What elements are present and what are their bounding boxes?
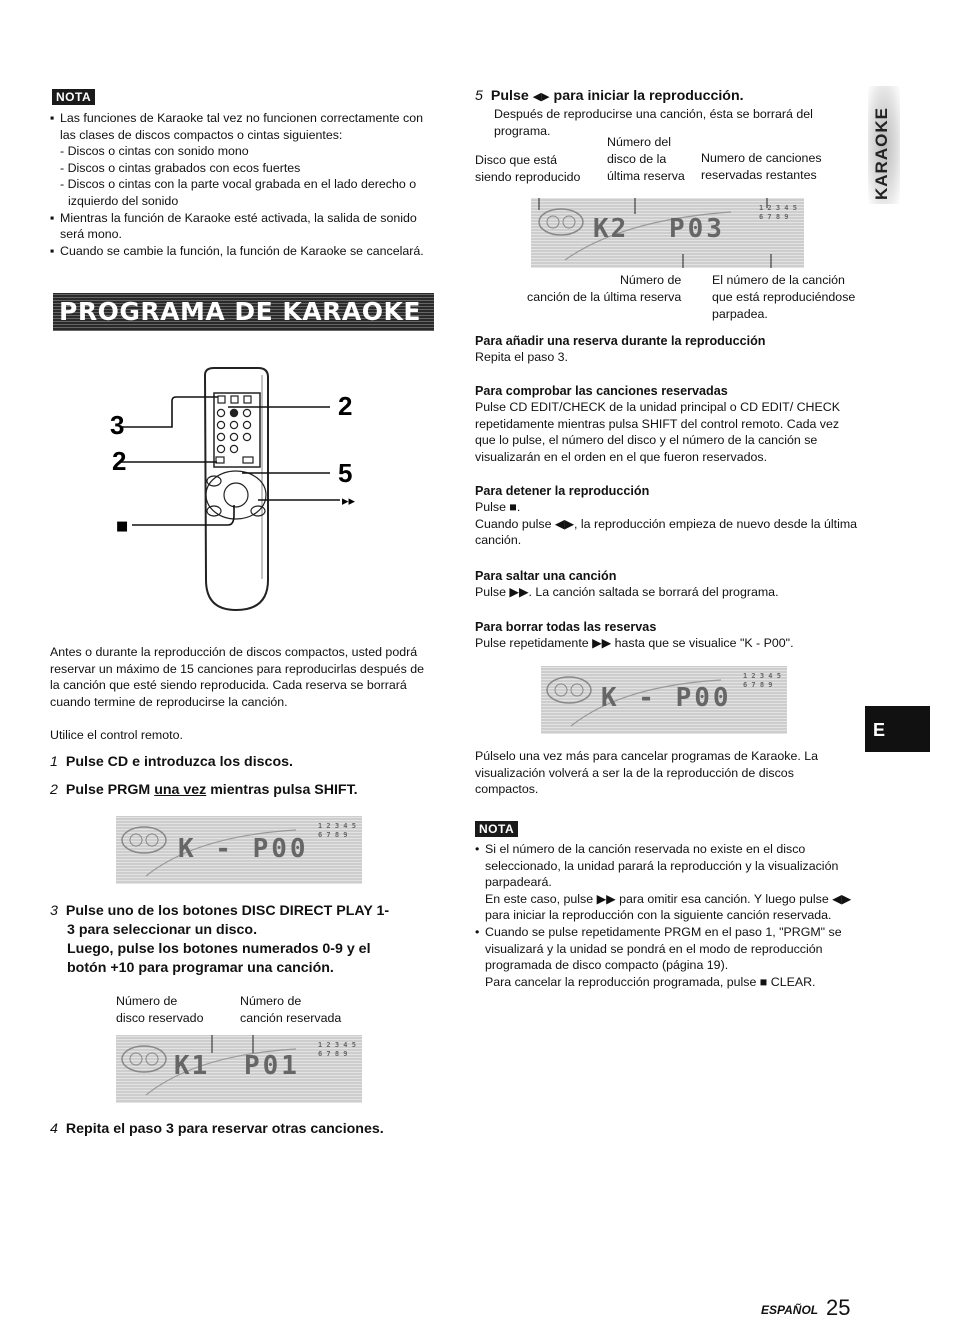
lcd-text: K - P00 <box>178 834 309 864</box>
lcd-display-step3 <box>116 1035 362 1103</box>
section-body: Pulse CD EDIT/CHECK de la unidad principal o CD EDIT/ CHECK repetidamente mientras pulsa SHIFT del control remoto. Cada vez que lo pulse, el número del disco y el número de la canción se visualizarán en el orden en el que fueron reservados. <box>475 400 840 464</box>
section-heading: Para comprobar las canciones reservadas <box>475 384 728 398</box>
label-cancion-parpadea: El número de la canción que está reproduciéndose parpadea. <box>712 273 856 321</box>
nota-subitem: - Discos o cintas grabados con ecos fuertes <box>60 160 301 175</box>
label-canciones-restantes: Numero de canciones reservadas restantes <box>701 151 822 182</box>
step-2 <box>50 781 358 800</box>
step-4 <box>50 1120 384 1139</box>
play-pause-icon: ◀▶ <box>532 90 550 103</box>
step-text: Pulse CD e introduzca los discos. <box>65 754 293 770</box>
lcd-text: K - P00 <box>601 683 732 713</box>
step-number: 2 <box>50 782 58 798</box>
lcd-display-step2 <box>116 816 362 884</box>
nota-badge: NOTA <box>475 821 518 837</box>
step-text: Repita el paso 3 para reservar otras canciones. <box>65 1121 384 1137</box>
step5-description: Después de reproducirse una canción, ésta se borrará del programa. <box>494 107 813 138</box>
nota-badge: NOTA <box>52 89 95 105</box>
label-numero-cancion-ultima: Número de canción de la última reserva <box>527 273 682 304</box>
label-cancion-reservada: Número de canción reservada <box>240 994 342 1025</box>
lcd-mini: 1 2 3 4 5 6 7 8 9 <box>318 822 356 839</box>
lcd-text-left: K1 <box>174 1051 210 1081</box>
nota-list: ▪ Las funciones de Karaoke tal vez no funcionen correctamente con las clases de discos compactos o cintas siguientes: - Discos o cintas con sonido mono - Discos o cintas grabados con ecos fuertes - Discos o cintas con la parte vocal grabada en el lado derecho o izquierdo del sonido ▪ Mientras la función de Karaoke esté activada, la salida de sonido será mono. ▪ Cuando se cambie la función, la función de Karaoke se cancelará. <box>50 110 434 259</box>
nota-item: Cuando se cambie la función, la función de Karaoke se cancelará. <box>60 243 424 258</box>
step-5 <box>475 87 744 106</box>
lcd-mini: 1 2 3 4 5 6 7 8 9 <box>759 204 797 221</box>
lcd-mini: 1 2 3 4 5 6 7 8 9 <box>318 1041 356 1058</box>
label-disco-reproducido: Disco que está siendo reproducido <box>475 153 581 184</box>
callout-stop-icon: ■ <box>116 519 129 534</box>
footer-language: ESPAÑOL <box>761 1303 819 1317</box>
step-number: 3 <box>50 903 58 919</box>
step-number: 1 <box>50 754 58 770</box>
step-number: 4 <box>50 1121 58 1137</box>
section-anadir <box>475 333 858 366</box>
intro-paragraph: Antes o durante la reproducción de discos compactos, usted podrá reservar un máximo de 15 canciones para reproducirlas después de la canción que esté siendo reproducida. Cada reserva se borrará cuando termine de reproducirse la canción. <box>50 645 424 709</box>
label-disco-reservado: Número de disco reservado <box>116 994 204 1025</box>
nota-item: Si el número de la canción reservada no existe en el disco seleccionado, la unidad parará la reproducción y la visualización parpadeará. <box>485 842 839 890</box>
section-detener <box>475 483 858 549</box>
callout-3: 3 <box>110 410 125 440</box>
step-3 <box>50 902 432 978</box>
section-heading: Para saltar una canción <box>475 569 617 583</box>
remote-control-illustration <box>110 365 370 615</box>
lcd-display-step5 <box>531 198 804 268</box>
step-text: Pulse PRGM <box>65 782 155 798</box>
step-text: Luego, pulse los botones numerados 0-9 y el <box>67 941 371 957</box>
section-heading: Para borrar todas las reservas <box>475 620 657 634</box>
step-1 <box>50 753 293 772</box>
nota-item: Mientras la función de Karaoke esté activada, la salida de sonido será mono. <box>60 210 417 242</box>
side-tab-e: E <box>865 706 930 752</box>
nota-subitem: - Discos o cintas con sonido mono <box>60 144 249 159</box>
nota-item-cont: En este caso, pulse ▶▶ para omitir esa canción. Y luego pulse ◀▶ para iniciar la reproducción con la siguiente canción reservada. <box>485 891 852 923</box>
label-numero-del-disco: Número del disco de la última reserva <box>607 135 685 183</box>
cancel-karaoke-text: Púlselo una vez más para cancelar programas de Karaoke. La visualización volverá a ser la de la reproducción de discos compactos. <box>475 749 818 797</box>
lcd-text-right: P01 <box>244 1051 300 1081</box>
nota-subitem: - Discos o cintas con la parte vocal grabada en el lado derecho o izquierdo del sonido <box>60 177 417 208</box>
section-saltar <box>475 568 858 601</box>
nota2-list: • Si el número de la canción reservada no existe en el disco seleccionado, la unidad parará la reproducción y la visualización parpadeará. En este caso, pulse ▶▶ para omitir esa canción. Y luego pulse ◀▶ para iniciar la reproducción con la siguiente canción reservada. • Cuando se pulse repetidamente PRGM en el paso 1, "PRGM" se visualizará y la unidad se pondrá en el modo de reproducción programada de disco compacto (página 19). Para cancelar la reproducción programada, pulse ■ CLEAR. <box>475 841 858 990</box>
callout-5: 5 <box>338 458 353 488</box>
step-number: 5 <box>475 88 483 104</box>
lcd-mini: 1 2 3 4 5 6 7 8 9 <box>743 672 781 689</box>
step-text: para iniciar la reproducción. <box>549 88 744 104</box>
section-title: PROGRAMA DE KARAOKE <box>53 293 434 331</box>
section-borrar <box>475 619 858 652</box>
side-label-karaoke: KARAOKE <box>872 107 891 200</box>
step-underline-text: una vez <box>154 782 207 798</box>
nota-item-cont: Para cancelar la reproducción programada, pulse ■ CLEAR. <box>485 974 816 989</box>
callout-2-left: 2 <box>112 446 127 476</box>
callout-2-right: 2 <box>338 391 353 421</box>
step-text: 3 para seleccionar un disco. <box>67 922 258 938</box>
callout-ff-icon: ▸▸ <box>342 494 356 509</box>
section-heading: Para detener la reproducción <box>475 484 650 498</box>
step-text: botón +10 para programar una canción. <box>67 960 334 976</box>
section-heading: Para añadir una reserva durante la reproducción <box>475 334 766 348</box>
section-body: Cuando pulse ◀▶, la reproducción empieza de nuevo desde la última canción. <box>475 516 858 548</box>
page-number: 25 <box>826 1295 851 1320</box>
utilice-text: Utilice el control remoto. <box>50 728 183 742</box>
step-text: Pulse <box>490 88 533 104</box>
section-body: Repita el paso 3. <box>475 350 568 364</box>
section-comprobar <box>475 383 858 465</box>
step-text: Pulse uno de los botones DISC DIRECT PLAY 1- <box>65 903 390 919</box>
lcd-text-left: K2 <box>593 214 629 244</box>
lcd-display-borrar <box>541 666 787 734</box>
nota-item: Cuando se pulse repetidamente PRGM en el paso 1, "PRGM" se visualizará y la unidad se pondrá en el modo de reproducción programada de disco compacto (página 19). <box>485 924 842 973</box>
section-body: Pulse ▶▶. La canción saltada se borrará del programa. <box>475 585 779 599</box>
section-body: Pulse ■. <box>475 500 521 514</box>
lcd-text-right: P03 <box>669 214 725 244</box>
step-text: mientras pulsa SHIFT. <box>206 782 358 798</box>
nota-item: Las funciones de Karaoke tal vez no funcionen correctamente con las clases de discos compactos o cintas siguientes: <box>60 111 423 142</box>
section-body: Pulse repetidamente ▶▶ hasta que se visualice "K - P00". <box>475 636 794 650</box>
